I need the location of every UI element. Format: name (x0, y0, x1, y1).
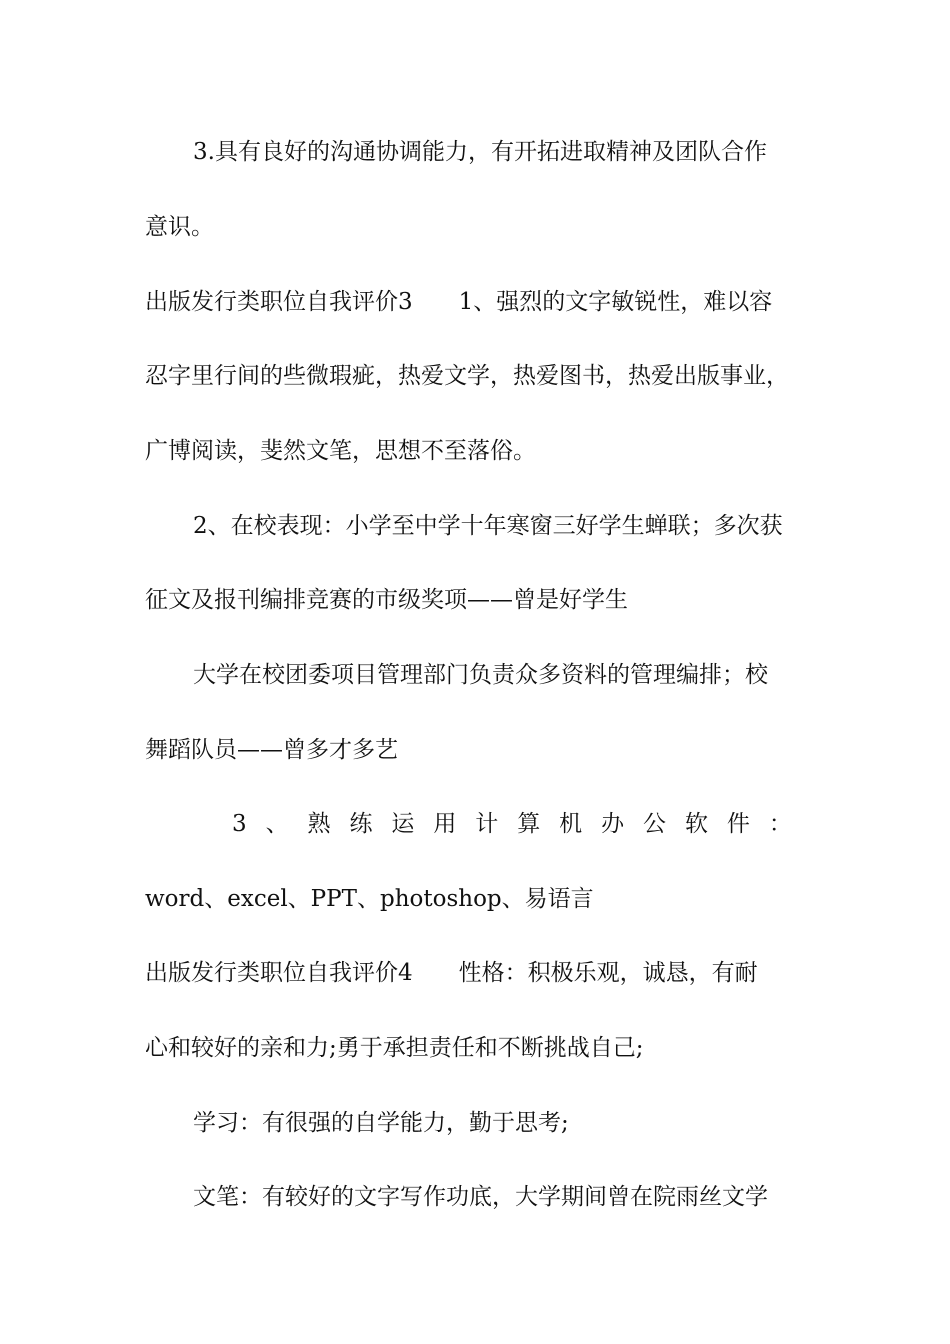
paragraph-line: 学习：有很强的自学能力，勤于思考; (193, 1110, 569, 1136)
paragraph-line: 广博阅读，斐然文笔，思想不至落俗。 (145, 438, 536, 464)
paragraph-line: 出版发行类职位自我评价3 1、强烈的文字敏锐性，难以容 (145, 289, 773, 315)
paragraph-line: 征文及报刊编排竞赛的市级奖项——曾是好学生 (145, 587, 628, 613)
paragraph-line: 舞蹈队员——曾多才多艺 (145, 737, 398, 763)
spread-line (232, 809, 792, 839)
paragraph-line: 大学在校团委项目管理部门负责众多资料的管理编排；校 (193, 662, 768, 688)
spread-char: 软 (684, 811, 708, 837)
spread-char: 办 (601, 811, 625, 837)
spread-char: 算 (517, 811, 541, 837)
paragraph-line: 意识。 (145, 214, 214, 240)
paragraph-line: 文笔：有较好的文字写作功底，大学期间曾在院雨丝文学 (193, 1184, 768, 1210)
spread-char: ： (768, 811, 792, 837)
paragraph-line: 出版发行类职位自我评价4 性格：积极乐观，诚恳，有耐 (145, 960, 758, 986)
paragraph-line: 心和较好的亲和力;勇于承担责任和不断挑战自己; (145, 1035, 644, 1061)
spread-char: 、 (265, 811, 289, 837)
spread-char: 练 (349, 811, 373, 837)
paragraph-line: word、excel、PPT、photoshop、易语言 (145, 886, 594, 912)
spread-char: 件 (726, 811, 750, 837)
spread-char: 用 (433, 811, 457, 837)
spread-char: 公 (643, 811, 667, 837)
spread-char: 机 (559, 811, 583, 837)
spread-char: 计 (475, 811, 499, 837)
spread-char: 熟 (307, 811, 331, 837)
paragraph-line: 3.具有良好的沟通协调能力，有开拓进取精神及团队合作 (193, 139, 767, 165)
paragraph-line: 2、在校表现：小学至中学十年寒窗三好学生蝉联；多次获 (193, 513, 783, 539)
spread-char: 运 (391, 811, 415, 837)
spread-char: 3 (232, 811, 247, 837)
paragraph-line: 忍字里行间的些微瑕疵，热爱文学，热爱图书，热爱出版事业， (145, 363, 789, 389)
